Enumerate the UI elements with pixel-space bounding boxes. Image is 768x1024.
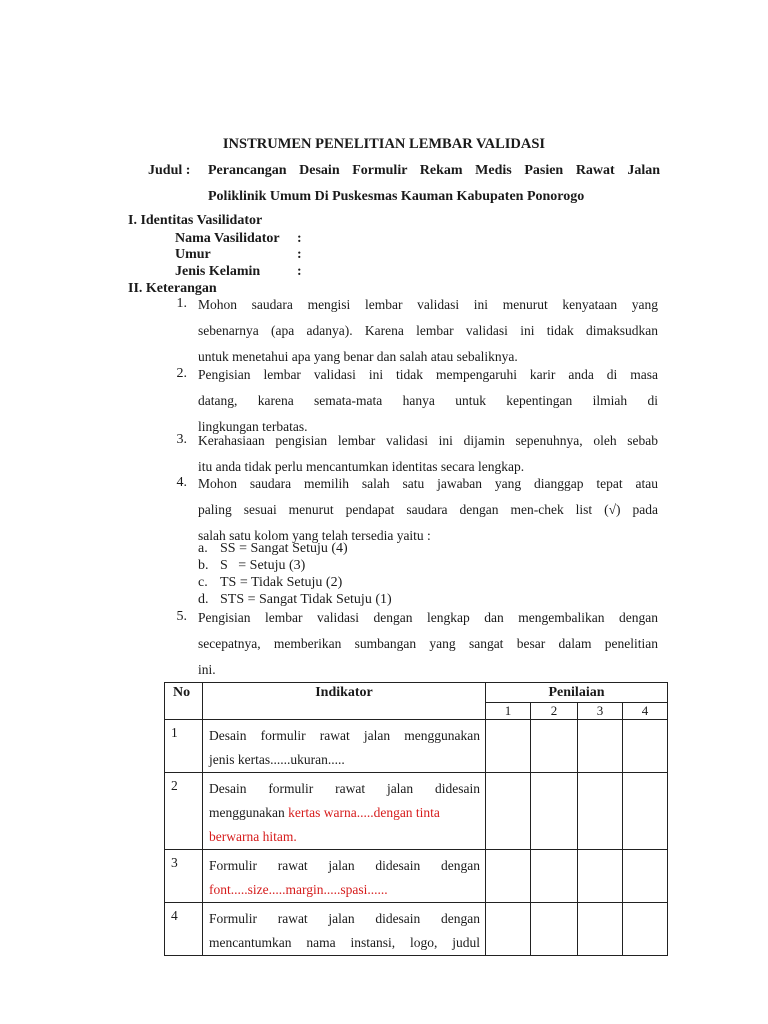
table-row — [165, 773, 668, 850]
indikator-line: Desain formulir rawat jalan menggunakan — [209, 728, 480, 743]
field-jenis-kelamin-colon: : — [297, 264, 302, 279]
indikator-text: menggunakan — [209, 805, 289, 820]
section-identitas-heading: I. Identitas Vasilidator — [128, 213, 263, 228]
item-3-line: Kerahasiaan pengisian lembar validasi ini dijamin sepenuhnya, oleh sebab — [198, 433, 658, 448]
scale-1: 1 — [486, 703, 531, 720]
option-b-text: S = Setuju (3) — [220, 558, 306, 573]
scale-4: 4 — [623, 703, 668, 720]
rating-cell[interactable] — [578, 850, 623, 903]
row-number: 4 — [165, 903, 203, 956]
rating-cell[interactable] — [578, 903, 623, 956]
section-keterangan-heading: II. Keterangan — [128, 281, 217, 296]
item-1-line: untuk menetahui apa yang benar dan salah atau sebaliknya. — [198, 349, 518, 364]
indikator-line: Formulir rawat jalan didesain dengan — [209, 911, 480, 926]
item-1-line: Mohon saudara mengisi lembar validasi ini menurut kenyataan yang — [198, 297, 658, 312]
option-b-letter: b. — [198, 558, 209, 573]
option-c-text: TS = Tidak Setuju (2) — [220, 575, 343, 590]
row-number: 1 — [165, 720, 203, 773]
indikator-highlight: berwarna hitam. — [209, 829, 297, 844]
table-row — [165, 720, 668, 773]
rating-cell[interactable] — [623, 850, 668, 903]
item-2-line: Pengisian lembar validasi ini tidak mempengaruhi karir anda di masa — [198, 367, 658, 382]
table-header-row — [165, 683, 668, 703]
row-indikator — [203, 773, 486, 850]
indikator-line — [209, 801, 480, 825]
item-4-text — [198, 471, 658, 549]
rating-cell[interactable] — [578, 720, 623, 773]
judul-line-2: Poliklinik Umum Di Puskesmas Kauman Kabupaten Ponorogo — [208, 189, 585, 204]
field-umur-label: Umur — [175, 247, 211, 262]
item-4-number: 4. — [176, 475, 187, 490]
item-5-line: secepatnya, memberikan sumbangan yang sangat besar dalam penelitian — [198, 636, 658, 651]
indikator-highlight: font.....size.....margin.....spasi...... — [209, 882, 388, 897]
item-2-line: lingkungan terbatas. — [198, 419, 308, 434]
rating-cell[interactable] — [623, 720, 668, 773]
option-a-text: SS = Sangat Setuju (4) — [220, 541, 348, 556]
indikator-line: jenis kertas......ukuran..... — [209, 752, 345, 767]
rating-cell[interactable] — [531, 903, 578, 956]
item-1-line: sebenarnya (apa adanya). Karena lembar validasi ini tidak dimaksudkan — [198, 323, 658, 338]
rating-cell[interactable] — [623, 903, 668, 956]
item-5-line: Pengisian lembar validasi dengan lengkap dan mengembalikan dengan — [198, 610, 658, 625]
option-d-letter: d. — [198, 592, 209, 607]
item-4-line: paling sesuai menurut pendapat saudara dengan men-chek list (√) pada — [198, 502, 658, 517]
header-indikator: Indikator — [203, 683, 486, 720]
header-penilaian: Penilaian — [486, 683, 668, 703]
indikator-line: Formulir rawat jalan didesain dengan — [209, 858, 480, 873]
scale-2: 2 — [531, 703, 578, 720]
option-c-letter: c. — [198, 575, 208, 590]
field-nama-colon: : — [297, 231, 302, 246]
indikator-highlight: kertas warna.....dengan tinta — [288, 805, 440, 820]
table-row — [165, 850, 668, 903]
field-jenis-kelamin-label: Jenis Kelamin — [175, 264, 261, 279]
table-row — [165, 903, 668, 956]
rating-cell[interactable] — [486, 773, 531, 850]
item-1-text — [198, 292, 658, 370]
judul-line-1: Perancangan Desain Formulir Rekam Medis Pasien Rawat Jalan — [208, 163, 660, 178]
indikator-line: Desain formulir rawat jalan didesain — [209, 781, 480, 796]
row-number: 3 — [165, 850, 203, 903]
scale-3: 3 — [578, 703, 623, 720]
item-2-line: datang, karena semata-mata hanya untuk kepentingan ilmiah di — [198, 393, 658, 408]
item-5-line: ini. — [198, 662, 216, 677]
item-5-number: 5. — [176, 609, 187, 624]
item-4-line: salah satu kolom yang telah tersedia yaitu : — [198, 528, 431, 543]
option-d-text: STS = Sangat Tidak Setuju (1) — [220, 592, 392, 607]
row-indikator — [203, 903, 486, 956]
rating-cell[interactable] — [623, 773, 668, 850]
validation-table — [164, 682, 668, 956]
item-5-text — [198, 605, 658, 683]
row-indikator — [203, 720, 486, 773]
header-no: No — [165, 683, 203, 720]
indikator-line: mencantumkan nama instansi, logo, judul — [209, 935, 480, 950]
item-2-number: 2. — [176, 366, 187, 381]
item-1-number: 1. — [176, 296, 187, 311]
item-3-number: 3. — [176, 432, 187, 447]
rating-cell[interactable] — [486, 850, 531, 903]
rating-cell[interactable] — [486, 903, 531, 956]
option-a-letter: a. — [198, 541, 208, 556]
judul-label: Judul : — [148, 163, 191, 178]
rating-cell[interactable] — [486, 720, 531, 773]
rating-cell[interactable] — [531, 720, 578, 773]
item-3-line: itu anda tidak perlu mencantumkan identitas secara lengkap. — [198, 459, 525, 474]
field-nama-label: Nama Vasilidator — [175, 231, 280, 246]
document-title: INSTRUMEN PENELITIAN LEMBAR VALIDASI — [222, 136, 546, 152]
rating-cell[interactable] — [531, 773, 578, 850]
row-indikator — [203, 850, 486, 903]
row-number: 2 — [165, 773, 203, 850]
rating-cell[interactable] — [578, 773, 623, 850]
field-umur-colon: : — [297, 247, 302, 262]
item-4-line: Mohon saudara memilih salah satu jawaban yang dianggap tepat atau — [198, 476, 658, 491]
rating-cell[interactable] — [531, 850, 578, 903]
